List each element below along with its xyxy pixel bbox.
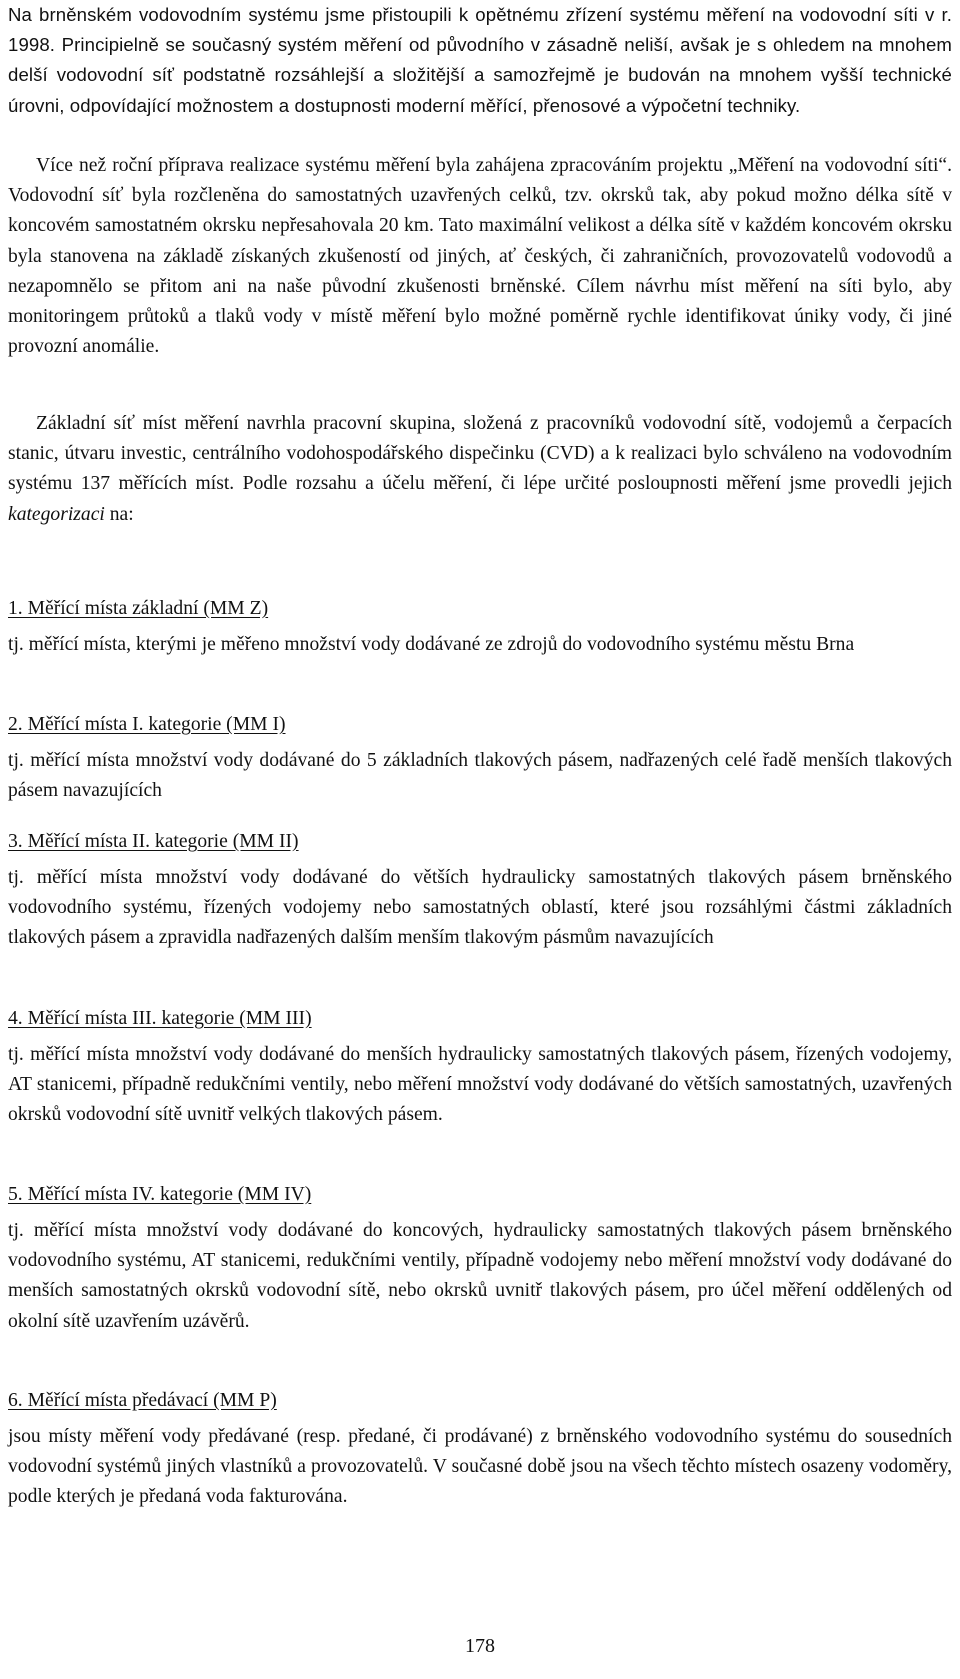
intro-paragraph-3 <box>8 409 952 530</box>
category-text: tj. měřící místa množství vody dodávané do menších hydraulicky samostatných tlakových pásem, řízených vodojemy, AT stanicemi, případně redukčními ventily, nebo měření množství vody dodávané do větších samostatných, uzavřených okrsků vodovodní sítě uvnitř velkých tlakových pásem. <box>8 1044 952 1126</box>
category-text: tj. měřící místa množství vody dodávané do 5 základních tlakových pásem, nadřazených celé řadě menších tlakových pásem navazujících <box>8 750 952 802</box>
intro-paragraph-2: Více než roční příprava realizace systému měření byla zahájena zpracováním projektu „Měření na vodovodní síti“. Vodovodní síť byla rozčleněna do samostatných uzavřených celků, tzv. okrsků tak, aby pokud možno délka sítě v koncovém samostatném okrsku nepřesahovala 20 km. Tato maximální velikost a délka sítě v každém koncovém okrsku byla stanovena na základě získaných zkušeností od jiných, ať českých, či zahraničních, provozovatelů vodovodů a nezapomnělo se přitom ani na naše původní zkušenosti brněnské. Cílem návrhu míst měření na síti bylo, aby monitoringem průtoků a tlaků vody v místě měření bylo možné poměrně rychle identifikovat úniky vody, či jiné provozní anomálie. <box>8 155 952 358</box>
page-number: 178 <box>465 1635 495 1657</box>
category-heading: 6. Měřící místa předávací (MM P) <box>8 1390 277 1411</box>
category-text: jsou místy měření vody předávané (resp. předané, či prodávané) z brněnského vodovodního systému do sousedních vodovodní systémů jiných vlastníků a provozovatelů. V současné době jsou na všech těchto místech osazeny vodoměry, podle kterých je předaná voda fakturována. <box>8 1426 952 1508</box>
category-heading: 2. Měřící místa I. kategorie (MM I) <box>8 714 286 735</box>
category-heading: 3. Měřící místa II. kategorie (MM II) <box>8 831 299 852</box>
category-text: tj. měřící místa množství vody dodávané do koncových, hydraulicky samostatných tlakových pásem brněnského vodovodního systému, AT stanicemi, redukčními ventily, případně vodojemy nebo měření množství vody dodávané do menších samostatných okrsků vodovodní sítě, nebo okrsků uvnitř tlakových pásem, pro účel měření oddělených od okolní sítě uzavřením uzávěrů. <box>8 1220 952 1332</box>
intro-paragraph-3-end: na: <box>104 503 134 525</box>
intro-paragraph-3-main: Základní síť míst měření navrhla pracovní skupina, složená z pracovníků vodovodní sítě, vodojemů a čerpacích stanic, útvaru investic, centrálního vodohospodářského dispečinku (CVD) a k realizaci bylo schváleno na vodovodním systému 137 měřících míst. Podle rozsahu a účelu měření, či lépe určité posloupnosti měření jsme provedli jejich <box>8 413 952 495</box>
category-text: tj. měřící místa množství vody dodávané do větších hydraulicky samostatných tlakových pásem brněnského vodovodního systému, řízených vodojemy nebo samostatných oblastí, které jsou rozsáhlými částmi základních tlakových pásem a zpravidla nadřazených dalším menším tlakovým pásmům navazujících <box>8 867 952 949</box>
category-heading: 4. Měřící místa III. kategorie (MM III) <box>8 1008 312 1029</box>
intro-paragraph-3-italic: kategorizaci <box>8 503 105 525</box>
category-heading: 1. Měřící místa základní (MM Z) <box>8 598 269 619</box>
category-heading: 5. Měřící místa IV. kategorie (MM IV) <box>8 1184 312 1205</box>
intro-paragraph-1: Na brněnském vodovodním systému jsme přistoupili k opětnému zřízení systému měření na vodovodní síti v r. 1998. Principielně se současný systém měření od původního v zásadně neliší, avšak je s ohledem na mnohem delší vodovodní síť podstatně rozsáhlejší a složitější a samozřejmě je budován na mnohem vyšší technické úrovni, odpovídající možnostem a dostupnosti moderní měřící, přenosové a výpočetní techniky. <box>8 4 952 116</box>
category-text: tj. měřící místa, kterými je měřeno množství vody dodávané ze zdrojů do vodovodního systému městu Brna <box>8 634 855 655</box>
